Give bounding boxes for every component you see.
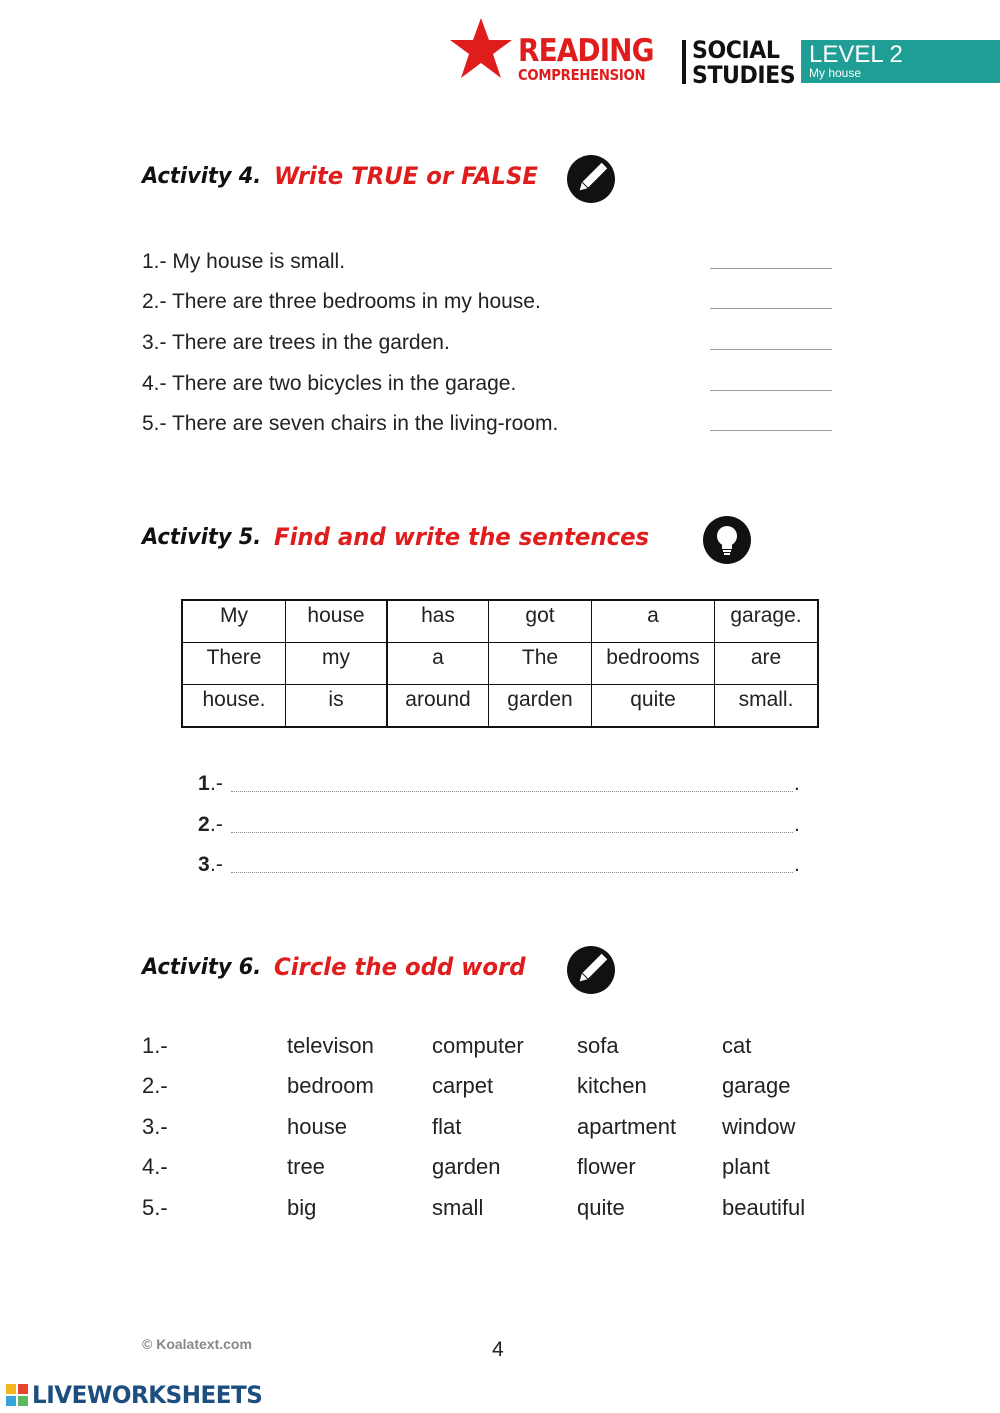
subject-line-2: STUDIES [692,61,796,89]
activity-4-title: Write TRUE or FALSE [274,162,538,190]
odd-word-number: 3.- [142,1114,168,1139]
odd-word-option[interactable]: tree [287,1154,325,1179]
odd-word-option[interactable]: apartment [577,1114,677,1139]
answer-blank[interactable] [710,268,832,269]
odd-word-number: 5.- [142,1195,168,1220]
true-false-item [142,247,842,277]
odd-word-option[interactable]: garden [432,1154,501,1179]
sentence-dash: .- [210,772,223,795]
odd-word-row [142,1111,842,1143]
sentence-answer-line[interactable] [231,872,793,873]
answer-blank[interactable] [710,308,832,309]
true-false-statement: 2.- There are three bedrooms in my house. [142,290,541,313]
sentence-end-dot: . [794,853,800,876]
copyright-notice: © Koalatext.com [142,1336,252,1352]
odd-word-option[interactable]: flower [577,1154,636,1179]
sentence-number: 2 [198,813,210,836]
odd-word-option[interactable]: quite [577,1195,625,1220]
pencil-icon [566,945,616,995]
sentence-end-dot: . [794,772,800,795]
odd-word-option[interactable]: carpet [432,1073,494,1098]
true-false-statement: 5.- There are seven chairs in the living-room. [142,412,559,435]
odd-word-option[interactable]: house [287,1114,347,1139]
grid-cell: house [286,600,388,643]
grid-row [182,643,818,685]
true-false-item [142,287,842,317]
answer-blank[interactable] [710,430,832,431]
header-divider [682,40,686,84]
odd-word-option[interactable]: big [287,1195,317,1220]
level-label: LEVEL 2 [809,41,903,68]
activity-5-label: Activity 5. [142,525,262,550]
logo-text: LIVEWORKSHEETS [32,1381,263,1409]
odd-word-option[interactable]: sofa [577,1033,619,1058]
grid-cell: My [182,600,286,643]
odd-word-option[interactable]: televison [287,1033,374,1058]
activity-6-label: Activity 6. [142,955,262,980]
odd-word-number: 2.- [142,1073,168,1098]
activity-4-heading [142,154,742,204]
answer-blank[interactable] [710,390,832,391]
true-false-statement: 4.- There are two bicycles in the garage. [142,372,517,395]
odd-word-row [142,1151,842,1183]
odd-word-option[interactable]: bedroom [287,1073,374,1098]
odd-word-row [142,1192,842,1224]
grid-cell: garage. [715,600,819,643]
grid-row [182,600,818,643]
odd-word-option[interactable]: garage [722,1073,791,1098]
level-badge [801,40,1000,83]
odd-word-option[interactable]: beautiful [722,1195,806,1220]
topic-label: My house [809,66,862,80]
sentence-answer-row [198,810,808,840]
activity-5-title: Find and write the sentences [274,523,650,551]
grid-cell: There [182,643,286,685]
grid-cell: has [387,600,489,643]
odd-word-row [142,1030,842,1062]
word-grid [181,599,819,728]
true-false-statement: 1.- My house is small. [142,250,346,273]
reading-subtitle: COMPREHENSION [518,66,646,84]
true-false-item [142,369,842,399]
odd-word-option[interactable]: small [432,1195,484,1220]
pencil-icon [566,154,616,204]
reading-title: READING [518,33,654,69]
grid-cell: The [489,643,592,685]
star-icon [448,16,514,82]
odd-word-number: 4.- [142,1154,168,1179]
sentence-answer-row [198,850,808,880]
sentence-answer-row [198,769,808,799]
grid-cell: a [387,643,489,685]
sentence-dash: .- [210,813,223,836]
activity-6-title: Circle the odd word [274,953,526,981]
liveworksheets-logo[interactable] [6,1381,296,1409]
answer-blank[interactable] [710,349,832,350]
subject-line-1: SOCIAL [692,36,780,64]
activity-4-label: Activity 4. [142,164,262,189]
grid-cell: house. [182,685,286,728]
true-false-item [142,409,842,439]
grid-cell: around [387,685,489,728]
odd-word-option[interactable]: computer [432,1033,524,1058]
page-number: 4 [492,1338,504,1361]
grid-cell: garden [489,685,592,728]
activity-5-heading [142,515,742,565]
grid-cell: got [489,600,592,643]
grid-cell: my [286,643,388,685]
true-false-item [142,328,842,358]
worksheet-header [448,16,1000,88]
odd-word-option[interactable]: window [722,1114,796,1139]
odd-word-option[interactable]: kitchen [577,1073,647,1098]
odd-word-option[interactable]: flat [432,1114,462,1139]
sentence-end-dot: . [794,813,800,836]
grid-cell: a [592,600,715,643]
sentence-number: 3 [198,853,210,876]
grid-cell: are [715,643,819,685]
odd-word-number: 1.- [142,1033,168,1058]
grid-cell: small. [715,685,819,728]
logo-blocks-icon [6,1384,28,1406]
grid-cell: is [286,685,388,728]
true-false-statement: 3.- There are trees in the garden. [142,331,450,354]
sentence-dash: .- [210,853,223,876]
sentence-answer-line[interactable] [231,832,793,833]
odd-word-option[interactable]: cat [722,1033,752,1058]
grid-cell: bedrooms [592,643,715,685]
odd-word-row [142,1070,842,1102]
grid-row [182,685,818,728]
sentence-answer-line[interactable] [231,791,793,792]
grid-cell: quite [592,685,715,728]
lightbulb-icon [702,515,752,565]
odd-word-option[interactable]: plant [722,1154,770,1179]
sentence-number: 1 [198,772,210,795]
activity-6-heading [142,945,742,995]
